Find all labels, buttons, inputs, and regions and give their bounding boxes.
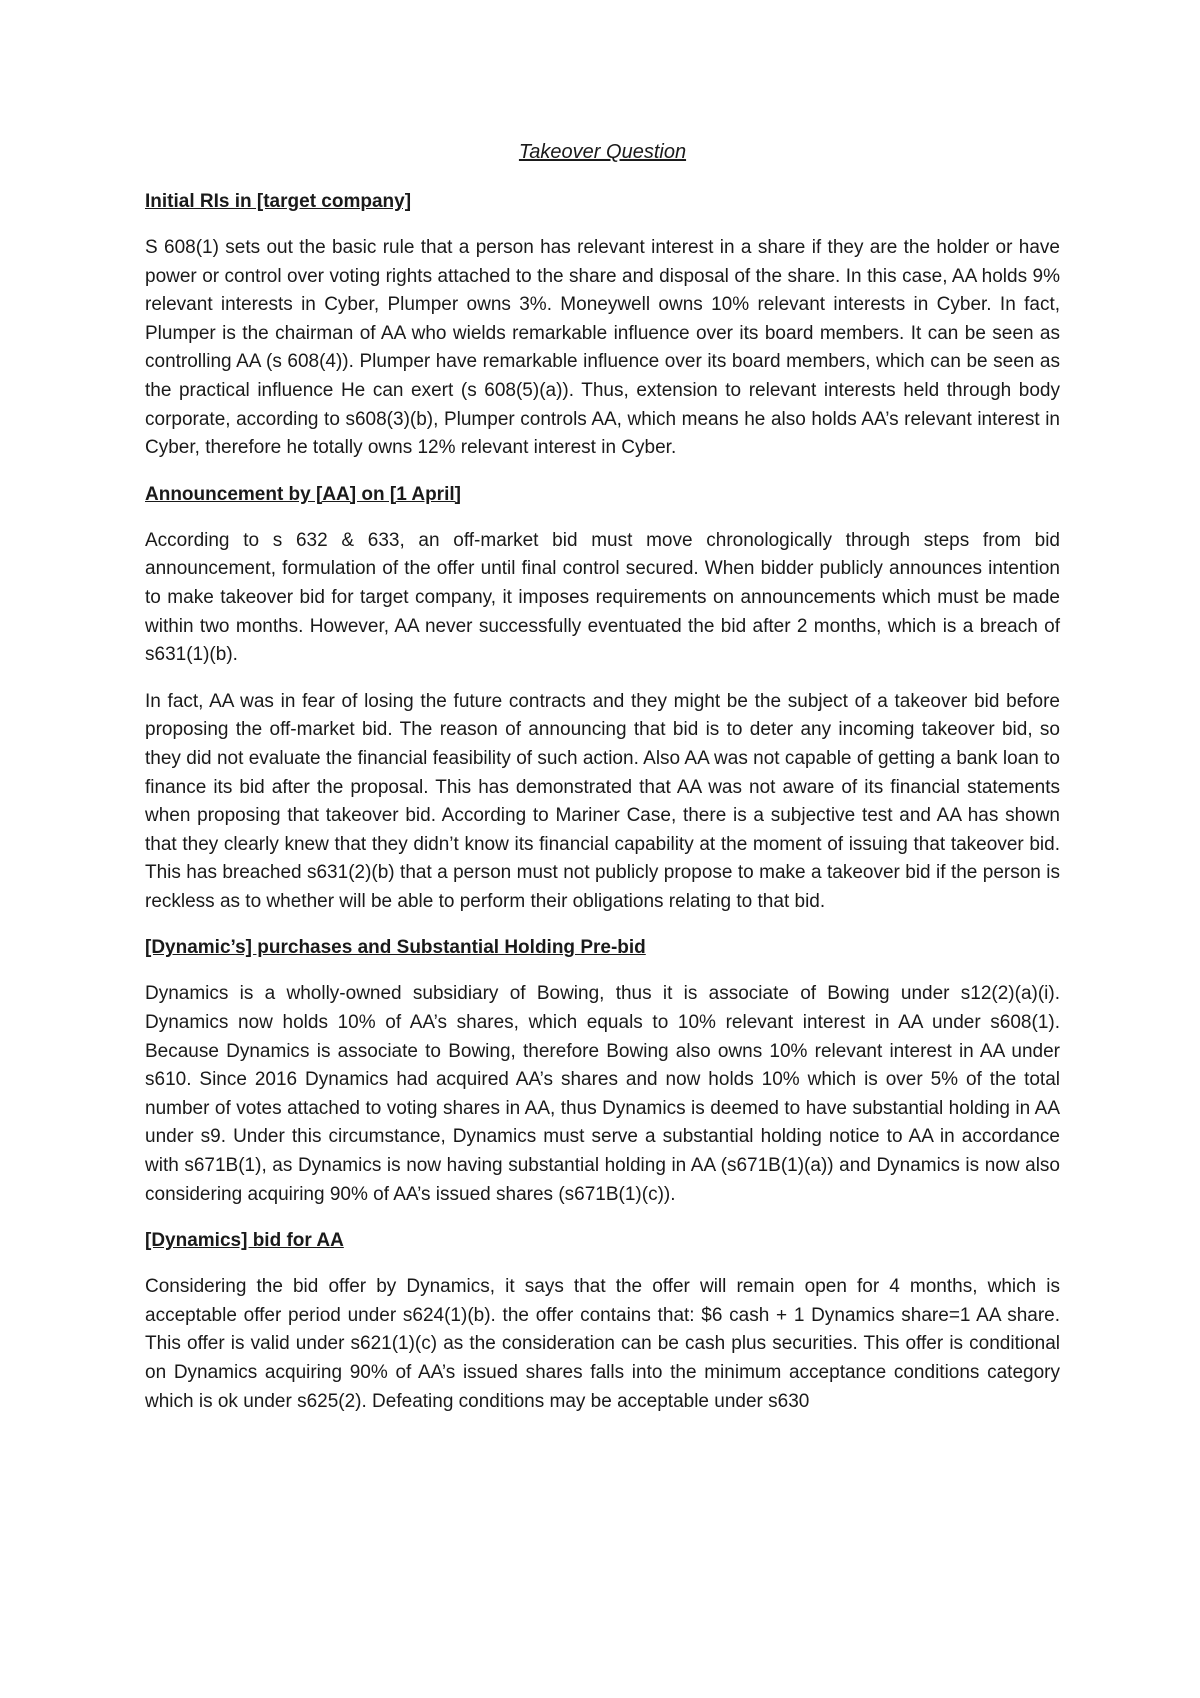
paragraph-dynamics-purchases: Dynamics is a wholly-owned subsidiary of Bowing, thus it is associate of Bowing under s12(2)(a)(i). Dynamics now holds 10% of AA’s shares, which equals to 10% relevant interest in AA under s608(1). Because Dynamics is associate to Bowing, therefore Bowing also owns 10% relevant interest in AA under s610. Since 2016 Dynamics had acquired AA’s shares and now holds 10% which is over 5% of the total number of votes attached to voting shares in AA, thus Dynamics is deemed to have substantial holding in AA under s9. Under this circumstance, Dynamics must serve a substantial holding notice to AA in accordance with s671B(1), as Dynamics is now having substantial holding in AA (s671B(1)(a)) and Dynamics is now also considering acquiring 90% of AA’s issued shares (s671B(1)(c)). [145, 983, 1060, 1205]
paragraph-dynamics-bid: Considering the bid offer by Dynamics, it says that the offer will remain open for 4 months, which is acceptable offer period under s624(1)(b). the offer contains that: $6 cash + 1 Dynamics share=1 AA share. This offer is valid under s621(1)(c) as the consideration can be cash plus securities. This offer is conditional on Dynamics acquiring 90% of AA’s issued shares falls into the minimum acceptance conditions category which is ok under s625(2). Defeating conditions may be acceptable under s630 [145, 1276, 1060, 1412]
section-heading-initial-ris: Initial RIs in [target company] [145, 191, 412, 212]
paragraph-initial-ris: S 608(1) sets out the basic rule that a person has relevant interest in a share if they are the holder or have power or control over voting rights attached to the share and disposal of the share. In this case, AA holds 9% relevant interests in Cyber, Plumper owns 3%. Moneywell owns 10% relevant interests in Cyber. In fact, Plumper is the chairman of AA who wields remarkable influence over its board members. It can be seen as controlling AA (s 608(4)). Plumper have remarkable influence over its board members, which can be seen as the practical influence He can exert (s 608(5)(a)). Thus, extension to relevant interests held through body corporate, according to s608(3)(b), Plumper controls AA, which means he also holds AA’s relevant interest in Cyber, therefore he totally owns 12% relevant interest in Cyber. [145, 237, 1060, 459]
paragraph-announcement-1: According to s 632 & 633, an off-market bid must move chronologically through steps from bid announcement, formulation of the offer until final control secured. When bidder publicly announces intention to make takeover bid for target company, it imposes requirements on announcements which must be made within two months. However, AA never successfully eventuated the bid after 2 months, which is a breach of s631(1)(b). [145, 529, 1060, 666]
paragraph-announcement-2: In fact, AA was in fear of losing the future contracts and they might be the subject of a takeover bid before proposing the off-market bid. The reason of announcing that bid is to deter any incoming takeover bid, so they did not evaluate the financial feasibility of such action. Also AA was not capable of getting a bank loan to finance its bid after the proposal. This has demonstrated that AA was not aware of its financial statements when proposing that takeover bid. According to Mariner Case, there is a subjective test and AA has shown that they clearly knew that they didn’t know its financial capability at the moment of issuing that takeover bid. This has breached s631(2)(b) that a person must not publicly propose to make a takeover bid if the person is reckless as to whether will be able to perform their obligations relating to that bid. [145, 690, 1060, 912]
document-page [145, 138, 1060, 1434]
section-heading-dynamics-bid: [Dynamics] bid for AA [145, 1230, 344, 1252]
section-heading-announcement: Announcement by [AA] on [1 April] [145, 483, 461, 505]
section-heading-dynamics-purchases: [Dynamic’s] purchases and Substantial Holding Pre-bid [145, 937, 646, 959]
page-title: Takeover Question [518, 141, 687, 163]
